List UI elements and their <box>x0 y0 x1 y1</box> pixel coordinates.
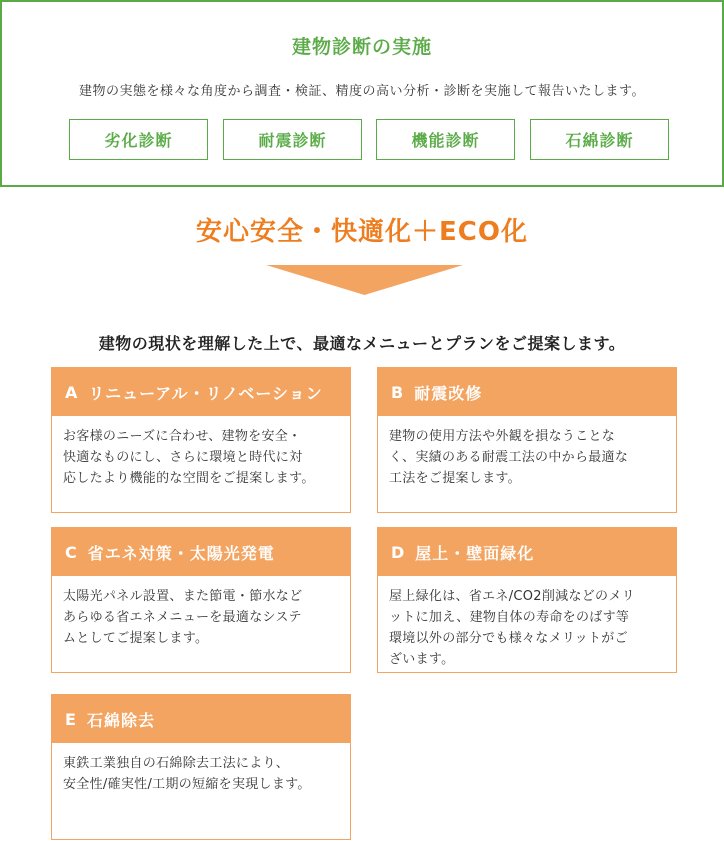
card-letter: A <box>65 382 79 402</box>
deterioration-diagnosis-button[interactable]: 劣化診断 <box>69 119 208 160</box>
diagnosis-panel <box>0 0 724 187</box>
card-letter: B <box>391 382 405 402</box>
card-text-line: 応したより機能的な空間をご提案します。 <box>63 471 315 486</box>
seismic-diagnosis-button[interactable]: 耐震診断 <box>223 119 362 160</box>
card-title: 耐震改修 <box>414 383 483 403</box>
card-header <box>52 695 350 743</box>
card-title: 石綿除去 <box>86 710 155 730</box>
card-header <box>378 528 676 576</box>
asbestos-diagnosis-button[interactable]: 石綿診断 <box>530 119 669 160</box>
card-text-line: お客様のニーズに合わせ、建物を安全・ <box>63 429 302 444</box>
card-body <box>52 416 350 489</box>
card-body <box>378 576 676 670</box>
card-text-line: 工法をご提案します。 <box>389 471 521 486</box>
card-text-line: 東鉄工業独自の石綿除去工法により、 <box>63 756 290 771</box>
card-text-line: ットに加え、建物自体の寿命をのばす等 <box>389 610 630 625</box>
card-body <box>378 416 676 489</box>
card-seismic-retrofit <box>377 367 677 513</box>
diagnosis-title: 建物診断の実施 <box>291 36 432 58</box>
card-text-line: く、実績のある耐震工法の中から最適な <box>389 450 629 465</box>
card-header <box>378 368 676 416</box>
card-title: リニューアル・リノベーション <box>88 383 323 403</box>
card-header <box>52 368 350 416</box>
card-energy-saving <box>51 527 351 673</box>
card-text-line: ムとしてご提案します。 <box>63 631 209 646</box>
function-diagnosis-button[interactable]: 機能診断 <box>376 119 515 160</box>
card-text-line: あらゆる省エネメニューを最適なシステ <box>63 610 302 625</box>
card-title: 省エネ対策・太陽光発電 <box>87 543 275 563</box>
card-asbestos-removal <box>51 694 351 840</box>
card-letter: C <box>65 542 78 562</box>
card-letter: D <box>391 542 406 562</box>
diagnosis-description: 建物の実態を様々な角度から調査・検証、精度の高い分析・診断を実施して報告いたします。 <box>79 84 645 99</box>
card-renovation <box>51 367 351 513</box>
card-header <box>52 528 350 576</box>
headline: 安心安全・快適化＋ECO化 <box>196 217 528 247</box>
card-body <box>52 743 350 795</box>
card-text-line: 建物の使用方法や外観を損なうことな <box>389 429 616 444</box>
card-text-line: 太陽光パネル設置、また節電・節水など <box>63 589 303 604</box>
card-greening <box>377 527 677 673</box>
card-text-line: 快適なものにし、さらに環境と時代に対 <box>63 450 303 465</box>
down-arrow-icon <box>266 265 463 295</box>
card-text-line: 屋上緑化は、省エネ/CO2削減などのメリ <box>389 589 635 604</box>
card-text-line: 安全性/確実性/工期の短縮を実現します。 <box>63 777 311 792</box>
card-title: 屋上・壁面緑化 <box>415 543 535 563</box>
lead-text: 建物の現状を理解した上で、最適なメニューとプランをご提案します。 <box>98 334 626 353</box>
card-text-line: ざいます。 <box>389 652 455 667</box>
card-text-line: 環境以外の部分でも様々なメリットがご <box>389 631 628 646</box>
card-body <box>52 576 350 649</box>
card-letter: E <box>65 709 77 729</box>
